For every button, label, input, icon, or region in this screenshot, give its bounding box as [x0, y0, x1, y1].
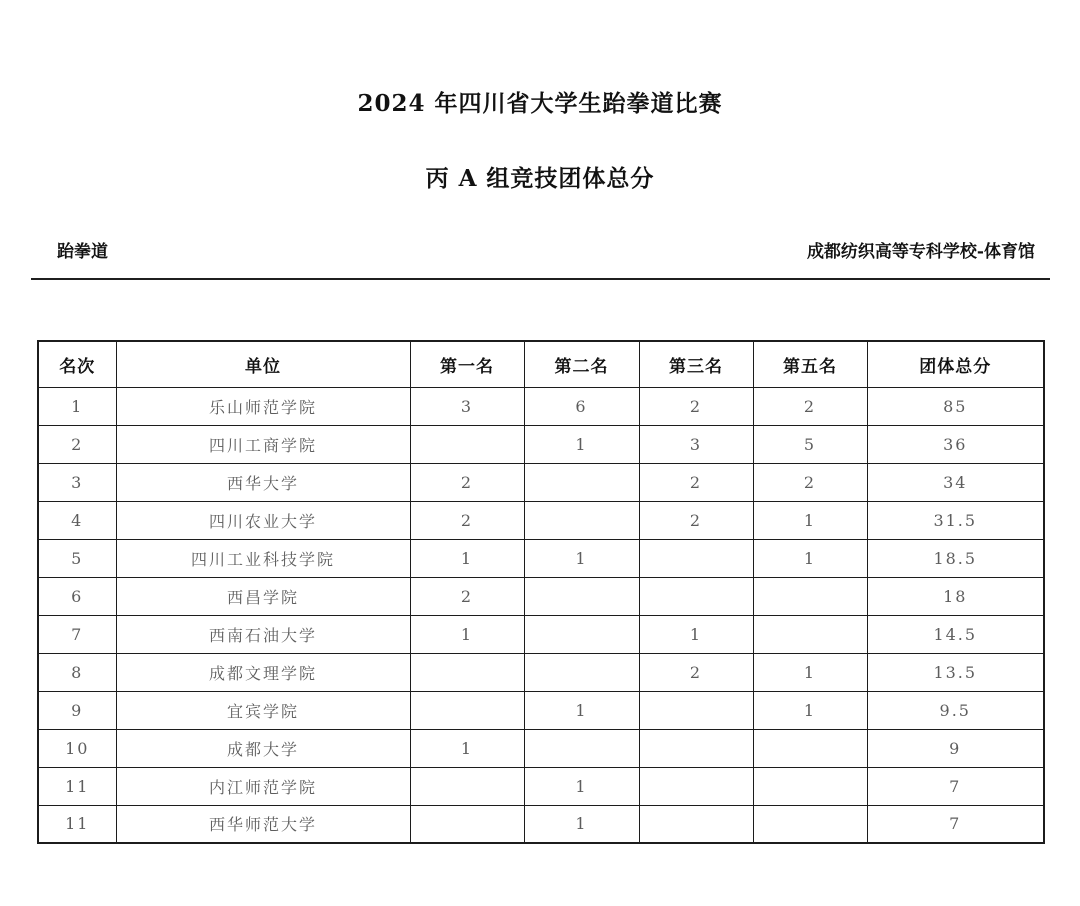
- cell-fifth: [753, 767, 867, 805]
- results-table-body: [38, 387, 1044, 843]
- table-row: [38, 653, 1044, 691]
- table-row: [38, 767, 1044, 805]
- cell-third: [639, 539, 753, 577]
- column-header-2: 第一名: [410, 341, 524, 387]
- column-header-0: 名次: [38, 341, 116, 387]
- cell-rank: 11: [38, 805, 116, 843]
- cell-second: [524, 463, 639, 501]
- cell-first: [410, 767, 524, 805]
- cell-third: 2: [639, 501, 753, 539]
- cell-total: 13.5: [867, 653, 1044, 691]
- cell-fifth: 2: [753, 463, 867, 501]
- cell-first: 2: [410, 577, 524, 615]
- cell-third: 2: [639, 653, 753, 691]
- column-header-4: 第三名: [639, 341, 753, 387]
- table-row: [38, 539, 1044, 577]
- cell-second: 1: [524, 767, 639, 805]
- cell-first: 3: [410, 387, 524, 425]
- cell-rank: 5: [38, 539, 116, 577]
- cell-unit: 西华大学: [116, 463, 410, 501]
- cell-fifth: 2: [753, 387, 867, 425]
- document-subtitle: 丙 A 组竞技团体总分: [425, 165, 655, 192]
- cell-second: [524, 615, 639, 653]
- cell-rank: 6: [38, 577, 116, 615]
- cell-first: 2: [410, 501, 524, 539]
- cell-first: [410, 653, 524, 691]
- cell-third: 2: [639, 463, 753, 501]
- cell-unit: 西昌学院: [116, 577, 410, 615]
- cell-rank: 8: [38, 653, 116, 691]
- venue-row: [57, 237, 1035, 262]
- venue-label: 成都纺织高等专科学校-体育馆: [806, 242, 1035, 262]
- cell-first: 1: [410, 729, 524, 767]
- cell-first: 2: [410, 463, 524, 501]
- cell-first: [410, 425, 524, 463]
- results-table-header: [38, 341, 1044, 387]
- cell-fifth: 1: [753, 653, 867, 691]
- table-row: [38, 463, 1044, 501]
- cell-total: 9: [867, 729, 1044, 767]
- cell-unit: 四川工商学院: [116, 425, 410, 463]
- cell-unit: 宜宾学院: [116, 691, 410, 729]
- cell-rank: 10: [38, 729, 116, 767]
- cell-rank: 11: [38, 767, 116, 805]
- cell-first: [410, 805, 524, 843]
- cell-unit: 西南石油大学: [116, 615, 410, 653]
- cell-fifth: 1: [753, 539, 867, 577]
- results-table: [37, 340, 1045, 844]
- header-row: [38, 341, 1044, 387]
- cell-rank: 9: [38, 691, 116, 729]
- column-header-3: 第二名: [524, 341, 639, 387]
- cell-third: [639, 805, 753, 843]
- cell-third: 1: [639, 615, 753, 653]
- cell-unit: 成都大学: [116, 729, 410, 767]
- cell-second: 1: [524, 425, 639, 463]
- table-row: [38, 805, 1044, 843]
- cell-total: 85: [867, 387, 1044, 425]
- cell-fifth: [753, 729, 867, 767]
- cell-fifth: [753, 615, 867, 653]
- cell-fifth: [753, 805, 867, 843]
- cell-unit: 成都文理学院: [116, 653, 410, 691]
- cell-second: 6: [524, 387, 639, 425]
- cell-unit: 西华师范大学: [116, 805, 410, 843]
- table-row: [38, 577, 1044, 615]
- cell-total: 9.5: [867, 691, 1044, 729]
- cell-total: 34: [867, 463, 1044, 501]
- cell-third: 3: [639, 425, 753, 463]
- table-row: [38, 691, 1044, 729]
- cell-third: [639, 767, 753, 805]
- cell-third: 2: [639, 387, 753, 425]
- event-label: 跆拳道: [57, 242, 108, 262]
- cell-fifth: 1: [753, 691, 867, 729]
- cell-total: 7: [867, 805, 1044, 843]
- cell-third: [639, 729, 753, 767]
- table-row: [38, 501, 1044, 539]
- cell-first: [410, 691, 524, 729]
- results-document-page: [0, 85, 1080, 906]
- cell-second: [524, 729, 639, 767]
- cell-total: 18: [867, 577, 1044, 615]
- column-header-6: 团体总分: [867, 341, 1044, 387]
- cell-unit: 内江师范学院: [116, 767, 410, 805]
- cell-unit: 四川农业大学: [116, 501, 410, 539]
- cell-fifth: 1: [753, 501, 867, 539]
- document-title: 2024 年四川省大学生跆拳道比赛: [357, 90, 723, 117]
- cell-second: 1: [524, 691, 639, 729]
- cell-first: 1: [410, 615, 524, 653]
- cell-second: [524, 653, 639, 691]
- cell-rank: 4: [38, 501, 116, 539]
- table-row: [38, 729, 1044, 767]
- cell-fifth: [753, 577, 867, 615]
- table-row: [38, 387, 1044, 425]
- cell-second: [524, 577, 639, 615]
- cell-unit: 乐山师范学院: [116, 387, 410, 425]
- cell-rank: 2: [38, 425, 116, 463]
- cell-second: [524, 501, 639, 539]
- cell-total: 18.5: [867, 539, 1044, 577]
- cell-second: 1: [524, 805, 639, 843]
- cell-rank: 1: [38, 387, 116, 425]
- cell-rank: 7: [38, 615, 116, 653]
- cell-third: [639, 577, 753, 615]
- cell-total: 36: [867, 425, 1044, 463]
- cell-second: 1: [524, 539, 639, 577]
- table-row: [38, 425, 1044, 463]
- horizontal-rule: [31, 278, 1050, 280]
- column-header-1: 单位: [116, 341, 410, 387]
- cell-rank: 3: [38, 463, 116, 501]
- cell-total: 7: [867, 767, 1044, 805]
- cell-first: 1: [410, 539, 524, 577]
- cell-total: 14.5: [867, 615, 1044, 653]
- column-header-5: 第五名: [753, 341, 867, 387]
- cell-total: 31.5: [867, 501, 1044, 539]
- cell-fifth: 5: [753, 425, 867, 463]
- cell-unit: 四川工业科技学院: [116, 539, 410, 577]
- cell-third: [639, 691, 753, 729]
- table-row: [38, 615, 1044, 653]
